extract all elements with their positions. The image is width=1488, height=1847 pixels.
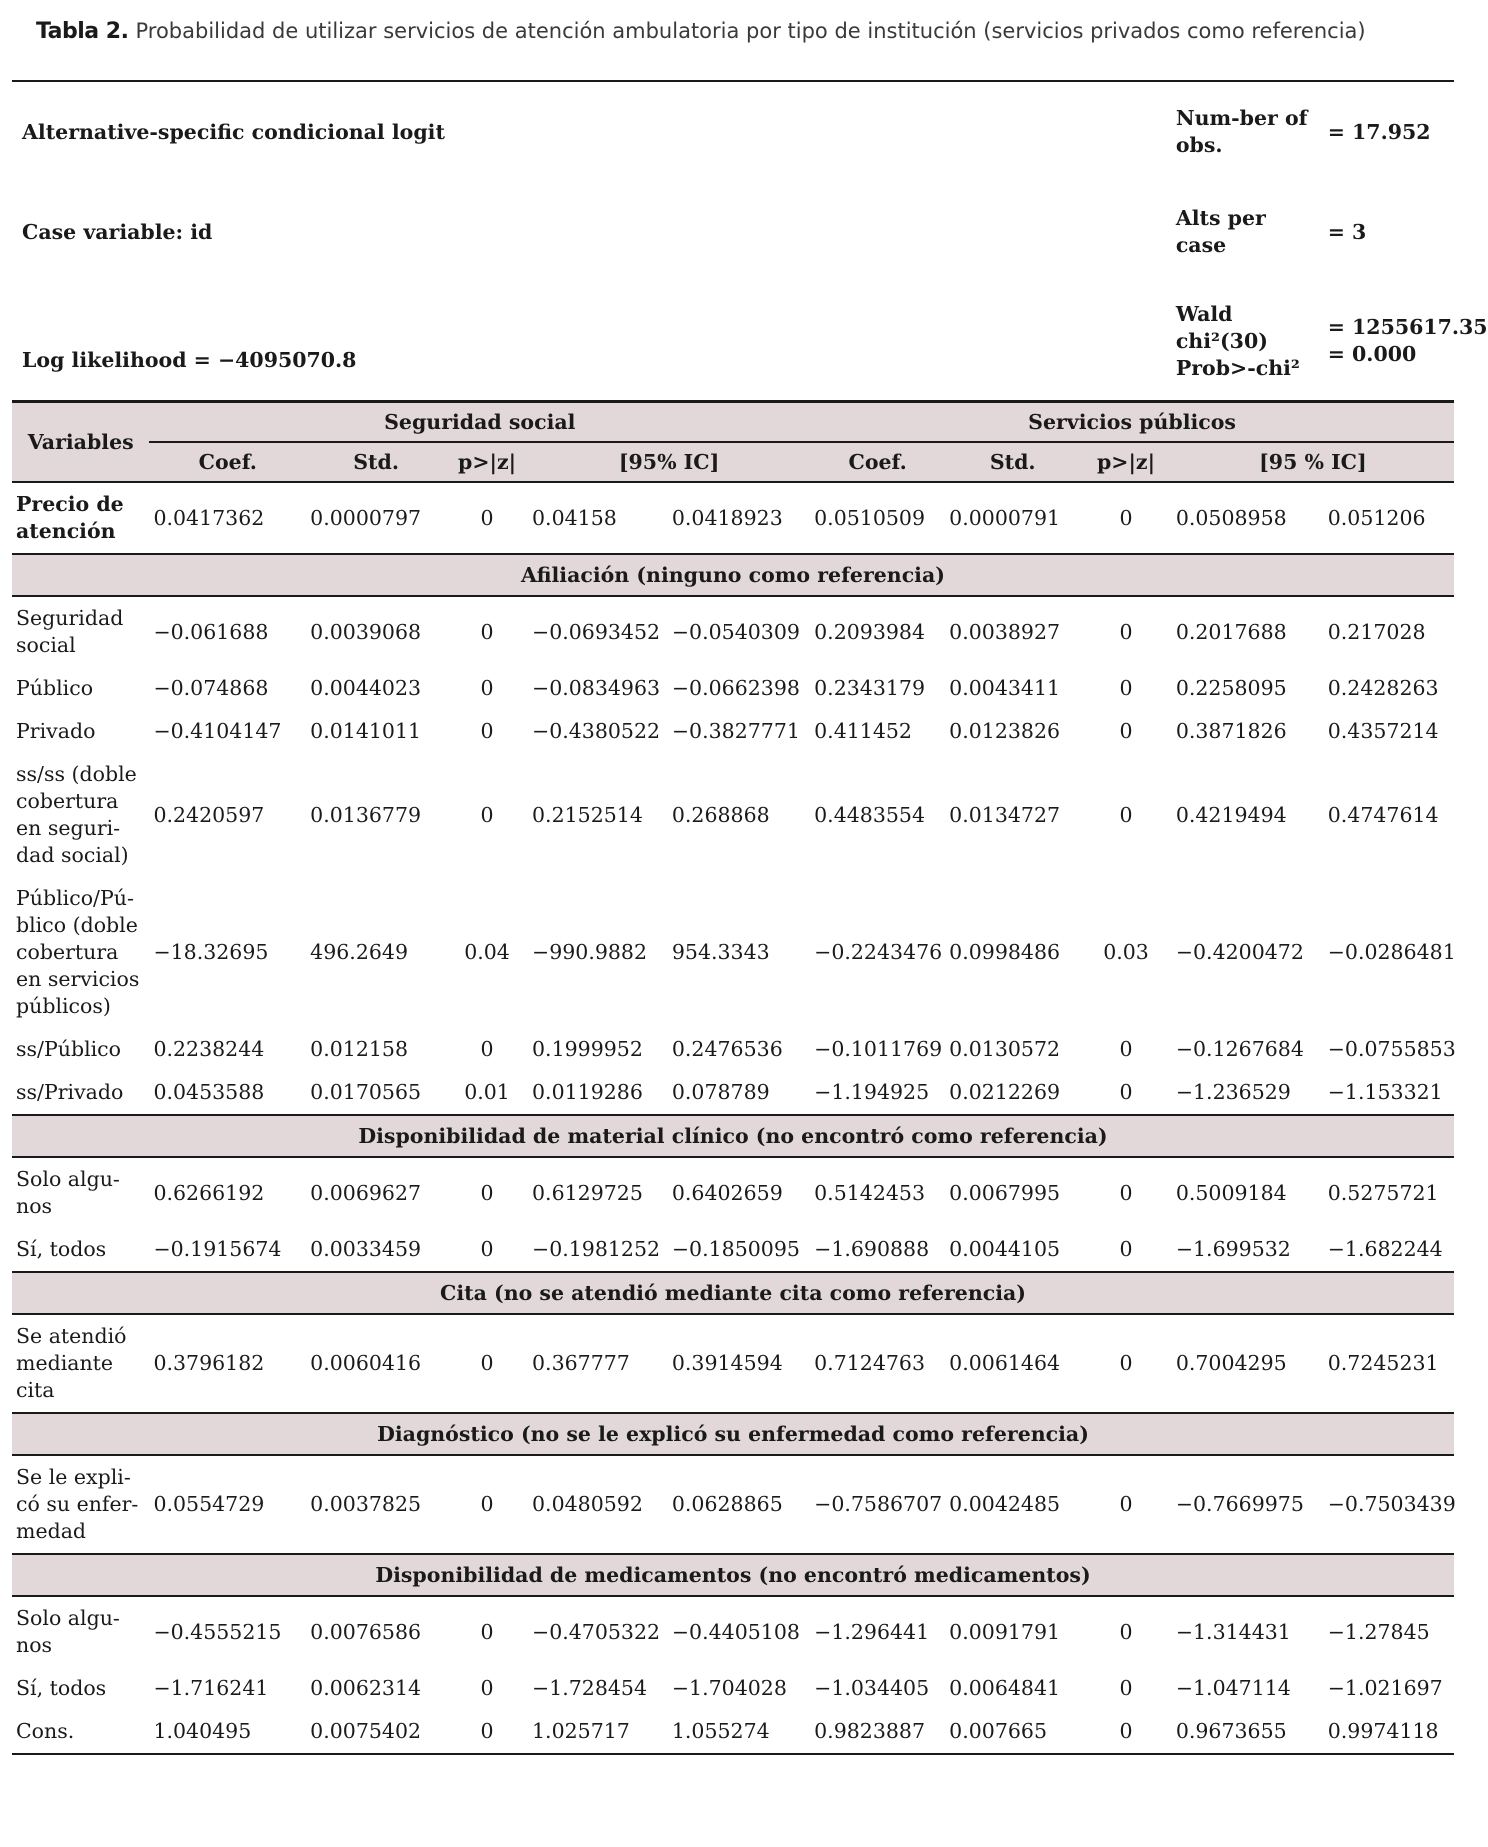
table-cell: 0.1999952 xyxy=(532,1037,643,1061)
section-header-row xyxy=(12,1413,1454,1455)
table-cell: 0.0044023 xyxy=(310,676,422,700)
row-variable-label: Privado xyxy=(16,719,96,743)
table-row xyxy=(12,877,1454,1028)
table-cell: 0.9974118 xyxy=(1324,1710,1454,1754)
row-variable-label: Público/Pú-blico (doble cobertura en servicios públicos) xyxy=(16,886,140,1018)
table-row xyxy=(12,667,1454,710)
row-variable-label: ss/Privado xyxy=(16,1080,124,1104)
table-cell: −0.074868 xyxy=(153,676,269,700)
table-cell: 0.0060416 xyxy=(310,1351,422,1375)
table-cell: 0.0628865 xyxy=(671,1492,783,1516)
table-cell: 0.6129725 xyxy=(532,1180,643,1205)
table-cell: 0.7245231 xyxy=(1327,1351,1439,1375)
table-cell: 0 xyxy=(1119,1619,1133,1644)
table-cell: −0.4705322 xyxy=(532,1619,661,1644)
row-variable-label: Seguridad social xyxy=(16,606,124,657)
table-cell: 0.3871826 xyxy=(1175,719,1287,743)
col-std-1: Std. xyxy=(306,442,446,482)
table-cell: −0.1850095 xyxy=(671,1237,800,1261)
table-cell: 0.03 xyxy=(1103,940,1149,964)
table-row xyxy=(12,1228,1454,1272)
col-coef-2: Coef. xyxy=(810,442,945,482)
row-variable-label: Sí, todos xyxy=(16,1237,107,1261)
table-cell: 0 xyxy=(1119,802,1133,827)
col-std-2: Std. xyxy=(945,442,1080,482)
table-cell: 0.0212269 xyxy=(949,1080,1061,1104)
prob-value: = 0.000 xyxy=(1327,342,1417,366)
table-cell: 496.2649 xyxy=(310,940,408,964)
table-cell: 1.025717 xyxy=(528,1710,668,1754)
table-row xyxy=(12,596,1454,667)
table-cell: −0.2243476 xyxy=(814,940,943,964)
table-cell: 0.6402659 xyxy=(671,1180,783,1205)
table-cell: 0.0061464 xyxy=(949,1351,1061,1375)
table-cell: −1.716241 xyxy=(153,1676,269,1700)
table-cell: −0.0834963 xyxy=(532,676,661,700)
table-cell: −0.0286481 xyxy=(1327,940,1456,964)
section-header: Disponibilidad de medicamentos (no encontró medicamentos) xyxy=(12,1554,1454,1596)
table-cell: 0.0076586 xyxy=(310,1619,422,1644)
table-cell: 0 xyxy=(480,1676,494,1700)
table-cell: 0.3796182 xyxy=(153,1351,265,1375)
table-cell: −0.4555215 xyxy=(153,1619,282,1644)
table-cell: −0.7586707 xyxy=(814,1492,943,1516)
table-cell: 0.0033459 xyxy=(310,1237,422,1261)
table-cell: 0 xyxy=(1080,1710,1172,1754)
section-header-row xyxy=(12,1115,1454,1157)
table-cell: 0.0130572 xyxy=(949,1037,1061,1061)
table-cell: 0.0042485 xyxy=(949,1492,1061,1516)
row-variable-label: Se atendió mediante cita xyxy=(16,1324,127,1402)
table-cell: −1.682244 xyxy=(1327,1237,1443,1261)
table-cell: −0.7503439 xyxy=(1327,1492,1456,1516)
table-row xyxy=(12,710,1454,753)
table-cell: 0 xyxy=(1119,1180,1133,1205)
table-cell: 0.0170565 xyxy=(310,1080,422,1104)
model-label: Alternative-specific condicional logit xyxy=(12,81,1172,182)
section-header-row xyxy=(12,1554,1454,1596)
table-row xyxy=(12,1667,1454,1710)
table-cell: 0.04 xyxy=(464,940,510,964)
results-table xyxy=(12,80,1488,1755)
table-cell: 0.7124763 xyxy=(814,1351,925,1375)
table-cell: −0.4380522 xyxy=(532,719,661,743)
table-cell: −1.021697 xyxy=(1327,1676,1443,1700)
table-cell: 0 xyxy=(1119,619,1133,644)
table-cell: 0.4357214 xyxy=(1327,719,1439,743)
section-header: Disponibilidad de material clínico (no encontró como referencia) xyxy=(12,1115,1454,1157)
table-cell: 0 xyxy=(480,505,494,530)
table-cell: −990.9882 xyxy=(532,940,648,964)
table-cell: 0.0141011 xyxy=(310,719,422,743)
table-cell: 0.0067995 xyxy=(949,1180,1061,1205)
table-cell: 0 xyxy=(480,802,494,827)
table-cell: −18.32695 xyxy=(153,940,269,964)
table-cell: −0.4200472 xyxy=(1175,940,1304,964)
table-cell: 1.055274 xyxy=(668,1710,810,1754)
table-caption xyxy=(36,14,1436,49)
table-cell: −1.699532 xyxy=(1175,1237,1291,1261)
group-header-seguridad-social: Seguridad social xyxy=(149,402,810,443)
table-cell: 0.0998486 xyxy=(949,940,1061,964)
table-cell: 0.0044105 xyxy=(949,1237,1061,1261)
table-cell: 0 xyxy=(480,1180,494,1205)
table-cell: 0.0123826 xyxy=(949,719,1061,743)
section-header-row xyxy=(12,554,1454,596)
table-row xyxy=(12,1596,1454,1667)
table-cell: 0.9823887 xyxy=(810,1710,945,1754)
meta-row-loglik xyxy=(12,282,1454,402)
table-cell: 0 xyxy=(480,1351,494,1375)
wald-value: = 1255617.35 xyxy=(1327,315,1488,339)
row-variable-label: Solo algu-nos xyxy=(16,1167,120,1218)
table-cell: 0.0075402 xyxy=(306,1710,446,1754)
table-cell: 0.0134727 xyxy=(949,802,1061,827)
header-group-row xyxy=(12,402,1454,443)
row-variable-label: Solo algu-nos xyxy=(16,1606,120,1657)
table-cell: 0.0043411 xyxy=(949,676,1061,700)
table-cell: −1.728454 xyxy=(532,1676,648,1700)
table-cell: 0 xyxy=(446,1710,528,1754)
table-cell: 0.04158 xyxy=(532,505,617,530)
table-cell: 0.0136779 xyxy=(310,802,422,827)
table-cell: −0.3827771 xyxy=(671,719,800,743)
table-row xyxy=(12,1710,1454,1754)
table-row xyxy=(12,1455,1454,1554)
table-cell: 954.3343 xyxy=(671,940,770,964)
case-variable-label: Case variable: id xyxy=(22,219,213,244)
table-cell: 0.0000791 xyxy=(949,505,1061,530)
table-cell: 0.0418923 xyxy=(671,505,783,530)
group-header-servicios-publicos: Servicios públicos xyxy=(810,402,1454,443)
alts-value: = 3 xyxy=(1327,219,1367,244)
table-cell: 0.2238244 xyxy=(153,1037,265,1061)
section-header-row xyxy=(12,1272,1454,1314)
table-cell: 0.7004295 xyxy=(1175,1351,1287,1375)
row-variable-label: Público xyxy=(16,676,94,700)
table-cell: 0.0038927 xyxy=(949,619,1061,644)
table-cell: 1.040495 xyxy=(149,1710,306,1754)
row-variable-label: Precio de atención xyxy=(16,492,124,543)
col-ci-1: [95% IC] xyxy=(528,442,810,482)
row-variable-label: Se le expli-có su enfer-medad xyxy=(16,1465,139,1543)
table-cell: −1.194925 xyxy=(814,1080,930,1104)
table-row xyxy=(12,1028,1454,1071)
table-cell: 0 xyxy=(1119,1492,1133,1516)
table-cell: 0.5009184 xyxy=(1175,1180,1287,1205)
wald-label: Wald chi²(30) xyxy=(1175,301,1268,353)
table-cell: 0.0039068 xyxy=(310,619,422,644)
table-row xyxy=(12,1157,1454,1228)
col-p-2: p>|z| xyxy=(1080,442,1172,482)
table-cell: −0.0755853 xyxy=(1327,1037,1456,1061)
table-cell: −0.0662398 xyxy=(671,676,800,700)
table-cell: 0.051206 xyxy=(1327,505,1426,530)
table-cell: 0.2476536 xyxy=(671,1037,783,1061)
table-cell: −0.061688 xyxy=(153,619,269,644)
col-coef-1: Coef. xyxy=(149,442,306,482)
table-cell: 0.01 xyxy=(464,1080,510,1104)
table-cell: −1.153321 xyxy=(1327,1080,1443,1104)
nobs-label: Num-ber of obs. xyxy=(1172,81,1324,182)
header-sub-row xyxy=(12,442,1454,482)
table-cell: −0.0693452 xyxy=(532,619,661,644)
caption-text: Probabilidad de utilizar servicios de atención ambulatoria por tipo de institución (servicios privados como referencia) xyxy=(135,19,1366,43)
table-cell: 0 xyxy=(480,1492,494,1516)
table-cell: 0.0037825 xyxy=(310,1492,422,1516)
table-cell: 0 xyxy=(1119,719,1133,743)
prob-label: Prob>-chi² xyxy=(1175,355,1300,380)
table-cell: 0.2258095 xyxy=(1175,676,1287,700)
table-cell: 0 xyxy=(480,719,494,743)
table-cell: 0 xyxy=(480,1237,494,1261)
alts-label: Alts per case xyxy=(1175,206,1266,257)
table-cell: −0.1915674 xyxy=(153,1237,282,1261)
table-cell: 0.411452 xyxy=(814,719,912,743)
table-cell: 0 xyxy=(480,676,494,700)
table-cell: 0.012158 xyxy=(310,1037,408,1061)
table-cell: 0.217028 xyxy=(1327,619,1426,644)
table-cell: 0.007665 xyxy=(945,1710,1080,1754)
meta-row-case xyxy=(12,182,1454,282)
table-cell: 0.078789 xyxy=(671,1080,770,1104)
table-cell: 0.0091791 xyxy=(949,1619,1061,1644)
table-cell: 0.9673655 xyxy=(1172,1710,1324,1754)
table-cell: 0.0554729 xyxy=(153,1492,265,1516)
table-cell: 0.0064841 xyxy=(949,1676,1061,1700)
col-p-1: p>|z| xyxy=(446,442,528,482)
table-cell: −1.690888 xyxy=(814,1237,930,1261)
table-cell: 0.4483554 xyxy=(814,802,925,827)
section-header: Diagnóstico (no se le explicó su enfermedad como referencia) xyxy=(12,1413,1454,1455)
table-cell: 0 xyxy=(1119,1676,1133,1700)
row-variable-label: ss/Público xyxy=(16,1037,122,1061)
table-cell: 0.2093984 xyxy=(814,619,925,644)
table-cell: −0.4405108 xyxy=(671,1619,800,1644)
table-cell: 0 xyxy=(1119,1237,1133,1261)
table-cell: −1.034405 xyxy=(814,1676,930,1700)
table-cell: 0.0069627 xyxy=(310,1180,422,1205)
table-cell: 0 xyxy=(1119,1037,1133,1061)
log-likelihood-label: Log likelihood = −4095070.8 xyxy=(22,348,357,372)
table-cell: −0.1267684 xyxy=(1175,1037,1304,1061)
table-cell: 0.367777 xyxy=(532,1351,630,1375)
table-cell: 0.0062314 xyxy=(310,1676,422,1700)
table-cell: −1.047114 xyxy=(1175,1676,1291,1700)
table-row xyxy=(12,482,1454,554)
table-cell: 0.2017688 xyxy=(1175,619,1287,644)
table-cell: 0.2420597 xyxy=(153,802,265,827)
table-cell: −0.7669975 xyxy=(1175,1492,1304,1516)
section-header: Cita (no se atendió mediante cita como referencia) xyxy=(12,1272,1454,1314)
col-ci-2: [95 % IC] xyxy=(1172,442,1454,482)
table-cell: 0.0417362 xyxy=(153,505,265,530)
nobs-value: = 17.952 xyxy=(1324,81,1454,182)
table-cell: 0 xyxy=(480,619,494,644)
table-cell: 0 xyxy=(1119,1351,1133,1375)
table-cell: 0 xyxy=(1119,676,1133,700)
table-cell: 0.0508958 xyxy=(1175,505,1287,530)
table-cell: 0 xyxy=(480,1037,494,1061)
table-cell: 0.3914594 xyxy=(671,1351,783,1375)
table-cell: −1.296441 xyxy=(814,1619,930,1644)
variables-header: Variables xyxy=(12,402,149,483)
caption-label: Tabla 2. xyxy=(36,19,129,44)
table-cell: 0.0000797 xyxy=(310,505,422,530)
table-cell: −0.1011769 xyxy=(814,1037,943,1061)
table-cell: 0.0119286 xyxy=(532,1080,643,1104)
table-cell: −1.236529 xyxy=(1175,1080,1291,1104)
row-variable-label: ss/ss (doble cobertura en seguri-dad social) xyxy=(16,762,137,867)
table-cell: −1.704028 xyxy=(671,1676,787,1700)
table-cell: 0 xyxy=(1119,505,1133,530)
table-cell: 0.2152514 xyxy=(532,802,643,827)
table-cell: 0.2428263 xyxy=(1327,676,1439,700)
table-cell: 0.4219494 xyxy=(1175,802,1287,827)
table-cell: −0.4104147 xyxy=(153,719,282,743)
meta-row-model xyxy=(12,81,1454,182)
table-cell: 0.4747614 xyxy=(1327,802,1439,827)
table-cell: 0.5275721 xyxy=(1327,1180,1439,1205)
table-cell: 0.0510509 xyxy=(814,505,925,530)
table-cell: 0.0480592 xyxy=(532,1492,643,1516)
table-row xyxy=(12,1314,1454,1413)
table-cell: 0.268868 xyxy=(671,802,770,827)
table-cell: −1.27845 xyxy=(1327,1619,1430,1644)
table-cell: 0 xyxy=(1119,1080,1133,1104)
table-cell: 0.0453588 xyxy=(153,1080,265,1104)
table-cell: 0 xyxy=(480,1619,494,1644)
section-header: Afiliación (ninguno como referencia) xyxy=(12,554,1454,596)
table-cell: 0.6266192 xyxy=(153,1180,265,1205)
wald-prob-labels xyxy=(1172,282,1324,402)
table-cell: −1.314431 xyxy=(1175,1619,1291,1644)
table-cell: 0.2343179 xyxy=(814,676,925,700)
wald-prob-values xyxy=(1324,282,1488,402)
table-row xyxy=(12,753,1454,877)
row-variable-label: Cons. xyxy=(12,1710,149,1754)
table-row xyxy=(12,1071,1454,1115)
row-variable-label: Sí, todos xyxy=(16,1676,107,1700)
table-cell: 0.5142453 xyxy=(814,1180,925,1205)
table-cell: −0.0540309 xyxy=(671,619,800,644)
table-cell: −0.1981252 xyxy=(532,1237,661,1261)
